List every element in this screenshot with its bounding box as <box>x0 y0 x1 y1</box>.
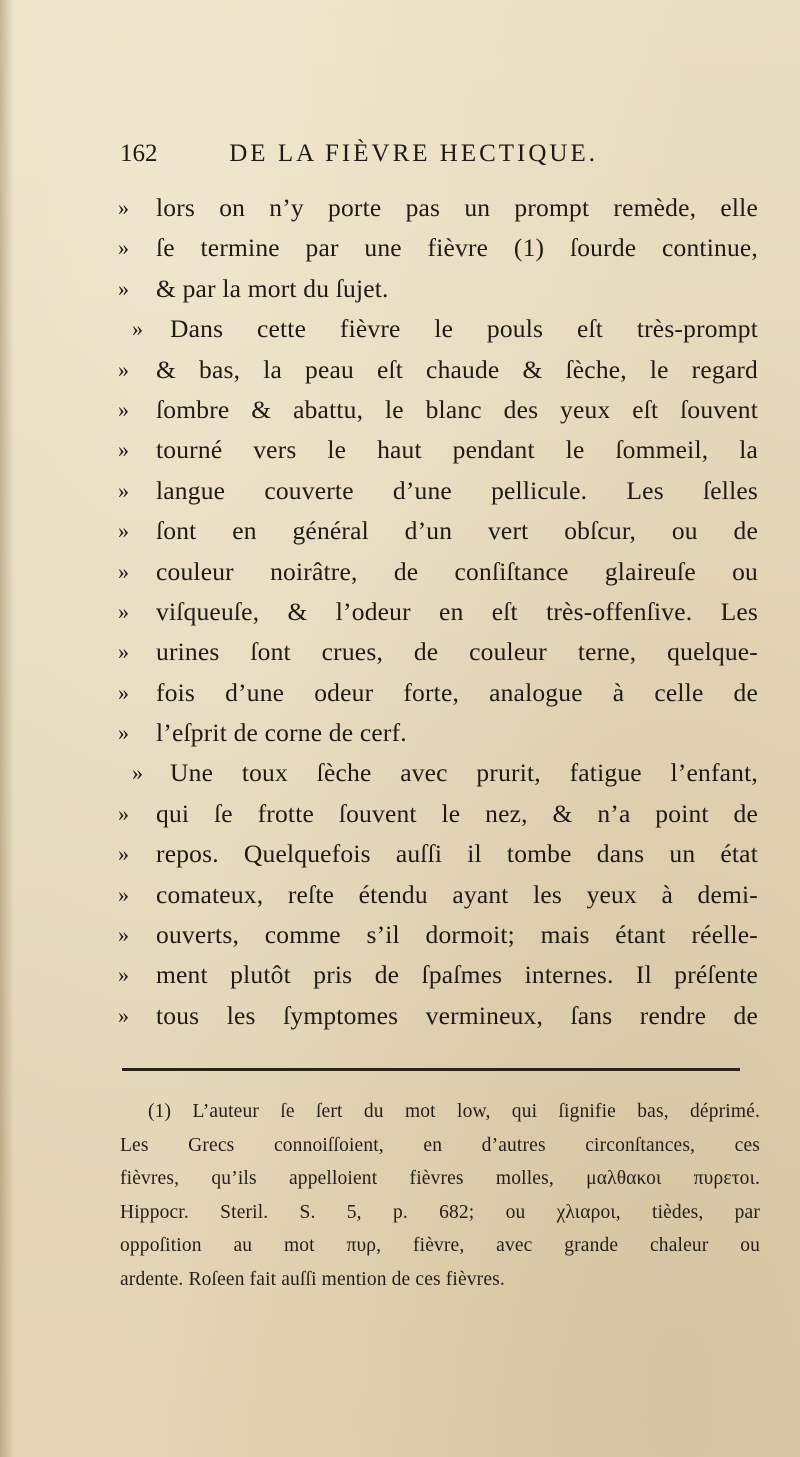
line-text: ſombre & abattu, le blanc des yeux eſt ſouvent <box>156 394 758 424</box>
line-text: comateux, reſte étendu ayant les yeux à demi- <box>156 879 758 909</box>
quote-mark: » <box>118 558 130 584</box>
body-text <box>118 188 758 1036</box>
quote-mark: » <box>118 639 130 665</box>
text-line <box>118 996 758 1036</box>
quote-mark: » <box>118 1002 130 1028</box>
text-line <box>118 228 758 268</box>
text-line <box>118 350 758 390</box>
footnote-line: oppoſition au mot πυρ, fièvre, avec grande chaleur ou <box>120 1235 760 1256</box>
quote-mark: » <box>118 195 130 220</box>
quote-mark: » <box>132 316 144 342</box>
line-text: & bas, la peau eſt chaude & ſèche, le regard <box>156 354 758 384</box>
text-line <box>118 188 758 228</box>
quote-mark: » <box>118 275 130 301</box>
quote-mark: » <box>118 235 130 261</box>
quote-mark: » <box>118 356 130 382</box>
quote-mark: » <box>118 679 130 705</box>
running-head <box>120 140 760 180</box>
page-number: 162 <box>120 140 158 167</box>
quote-mark: » <box>118 800 130 826</box>
text-line <box>118 390 758 430</box>
text-line <box>118 511 758 551</box>
line-text: couleur noirâtre, de conſiſtance glaireuſe ou <box>156 556 758 586</box>
text-line <box>118 713 758 753</box>
text-line <box>118 673 758 713</box>
text-line <box>118 471 758 511</box>
line-text: ſe termine par une fièvre (1) ſourde continue, <box>156 233 758 263</box>
line-text: Une toux ſèche avec prurit, fatigue l’enfant, <box>170 758 758 788</box>
text-line <box>118 552 758 592</box>
quote-mark: » <box>118 720 130 746</box>
text-line <box>118 309 758 349</box>
line-text: tourné vers le haut pendant le ſommeil, la <box>156 435 758 465</box>
quote-mark: » <box>118 598 130 624</box>
footnote-line: Hippocr. Steril. S. 5, p. 682; ou χλιαροι, tièdes, par <box>120 1201 760 1223</box>
line-text: ſont en général d’un vert obſcur, ou de <box>156 516 758 546</box>
text-line <box>118 794 758 834</box>
line-text: fois d’une odeur forte, analogue à celle de <box>156 677 758 707</box>
quote-mark: » <box>118 477 130 503</box>
footnote-divider <box>122 1068 740 1071</box>
line-text: repos. Quelquefois auſſi il tombe dans un état <box>156 839 758 869</box>
quote-mark: » <box>118 518 130 544</box>
footnote <box>120 1095 760 1296</box>
quote-mark: » <box>132 760 144 786</box>
line-text: viſqueuſe, & l’odeur en eſt très-offenſive. Les <box>156 596 758 626</box>
text-line <box>118 834 758 874</box>
quote-mark: » <box>118 962 130 988</box>
text-line <box>118 915 758 955</box>
page-gutter-shadow <box>0 0 14 1457</box>
line-text: ment plutôt pris de ſpaſmes internes. Il préſente <box>156 960 758 990</box>
line-text: Dans cette fièvre le pouls eſt très-prompt <box>170 314 758 344</box>
line-text: lors on n’y porte pas un prompt remède, elle <box>156 193 758 222</box>
quote-mark: » <box>118 396 130 422</box>
chapter-title: DE LA FIÈVRE HECTIQUE. <box>229 140 598 167</box>
quote-mark: » <box>118 922 130 948</box>
footnote-line: (1) L’auteur ſe ſert du mot low, qui ſignifie bas, déprimé. <box>148 1101 760 1122</box>
line-text: qui ſe frotte ſouvent le nez, & n’a point de <box>156 798 758 828</box>
footnote-line: fièvres, qu’ils appelloient fièvres molles, μαλθακοι πυρετοι. <box>120 1168 760 1189</box>
line-text: urines ſont crues, de couleur terne, quelque- <box>156 637 758 667</box>
quote-mark: » <box>118 881 130 907</box>
quote-mark: » <box>118 841 130 867</box>
text-line <box>118 753 758 793</box>
text-line <box>118 430 758 470</box>
line-text: & par la mort du ſujet. <box>156 273 389 303</box>
footnote-line: ardente. Roſeen fait auſſi mention de ces fièvres. <box>120 1268 505 1290</box>
text-line <box>118 955 758 995</box>
line-text: ouverts, comme s’il dormoit; mais étant réelle- <box>156 920 758 950</box>
quote-mark: » <box>118 437 130 463</box>
line-text: langue couverte d’une pellicule. Les ſelles <box>156 475 758 505</box>
line-text: l’eſprit de corne de cerf. <box>156 718 407 748</box>
text-line <box>118 269 758 309</box>
text-line <box>118 632 758 672</box>
text-line <box>118 592 758 632</box>
footnote-line: Les Grecs connoiſſoient, en d’autres circonſtances, ces <box>120 1134 760 1156</box>
text-line <box>118 875 758 915</box>
line-text: tous les ſymptomes vermineux, ſans rendre de <box>156 1000 758 1030</box>
